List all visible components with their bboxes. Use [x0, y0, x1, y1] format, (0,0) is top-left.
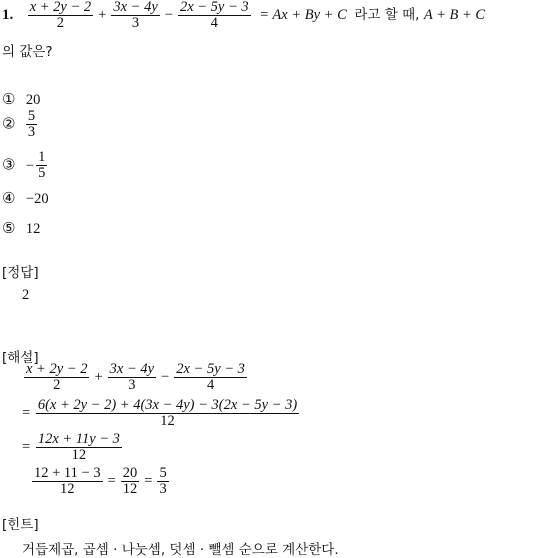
choice-3[interactable] [2, 150, 49, 181]
question-number: 1. [2, 6, 14, 23]
question-fraction-3: $\frac{2x - 5y - 3}{4}$ [179, 0, 249, 31]
choice-2-mark: ② [2, 114, 16, 133]
question-fraction-2: $\frac{3x - 4y}{3}$ [113, 0, 158, 31]
solution-line-1: $\frac{x + 2y - 2}{2}$ + $\frac{3x - 4y}{3}$ − $\frac{2x - 5y - 3}{4}$ [26, 361, 245, 393]
solution-line-4: $\frac{12 + 11 - 3}{12}$ = $\frac{20}{12}$ = $\frac{5}{3}$ [34, 465, 167, 497]
choice-5[interactable] [2, 219, 40, 238]
choice-2-fraction: $\frac{5}{3}$ [27, 108, 36, 140]
choice-4-mark: ④ [2, 189, 16, 207]
question-fraction-1: $\frac{x + 2y - 2}{2}$ [29, 0, 92, 31]
choice-2[interactable] [2, 109, 39, 140]
question-target: A + B + C [423, 6, 486, 23]
choice-1-value: 20 [25, 92, 41, 108]
choice-4[interactable] [2, 189, 49, 208]
choice-3-fraction: $\frac{1}{5}$ [38, 149, 46, 181]
solution-fraction-3: $\frac{2x - 5y - 3}{4}$ [176, 361, 245, 393]
choice-4-value: −20 [25, 191, 49, 207]
solution-label: [해설] [2, 350, 39, 366]
choice-3-sign: − [25, 157, 35, 174]
hint-text: 거듭제곱, 곱셈 · 나눗셈, 덧셈 · 뺄셈 순으로 계산한다. [22, 542, 339, 558]
solution-fraction-2: $\frac{3x - 4y}{3}$ [109, 361, 155, 393]
solution-fraction-1: $\frac{x + 2y - 2}{2}$ [26, 361, 88, 393]
question-expression: $\frac{x + 2y - 2}{2}$ + $\frac{3x - 4y}{3}$ − $\frac{2x - 5y - 3}{4}$ = Ax + By + C [29, 0, 347, 31]
question-text-2: 의 값은? [2, 44, 53, 60]
choice-1[interactable] [2, 90, 40, 109]
solution-line-3: = $\frac{12x + 11y - 3}{12}$ [22, 431, 120, 463]
hint-label: [힌트] [2, 517, 39, 533]
solution-simplified-fraction: $\frac{12x + 11y - 3}{12}$ [37, 431, 120, 463]
answer-value: 2 [22, 287, 30, 303]
choice-5-mark: ⑤ [2, 219, 16, 237]
solution-substitution-fraction: $\frac{12 + 11 - 3}{12}$ [34, 465, 101, 497]
answer-label: [정답] [2, 265, 39, 281]
question-rhs: = Ax + By + C [259, 6, 347, 23]
solution-line-2: = $\frac{6(x + 2y - 2) + 4(3x - 4y) - 3(2x - 5y - 3)}{12}$ [22, 397, 298, 429]
question-text-1: 라고 할 때, [354, 6, 420, 23]
solution-result-fraction: $\frac{20}{12}$ [122, 465, 138, 497]
question-line [2, 0, 485, 31]
choice-5-value: 12 [25, 221, 41, 237]
solution-final-fraction: $\frac{5}{3}$ [159, 465, 167, 497]
choice-3-mark: ③ [2, 155, 16, 174]
choice-1-mark: ① [2, 90, 16, 108]
solution-combined-fraction: $\frac{6(x + 2y - 2) + 4(3x - 4y) - 3(2x - 5y - 3)}{12}$ [37, 397, 298, 429]
